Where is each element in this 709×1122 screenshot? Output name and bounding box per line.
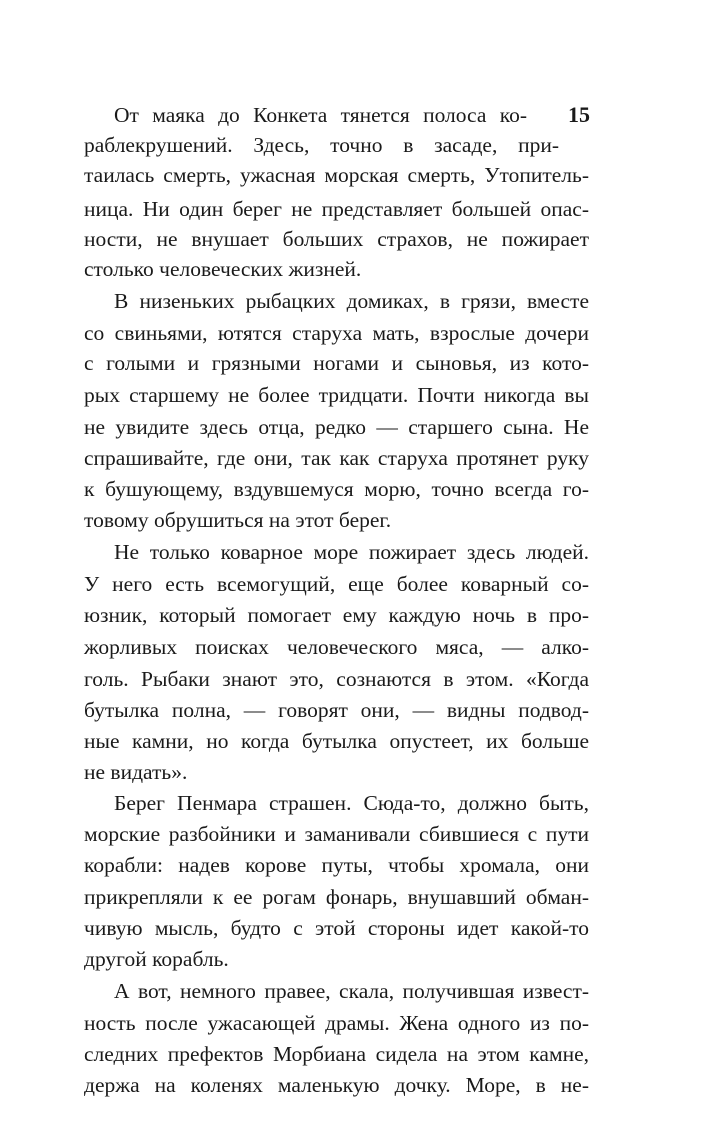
text-line: У него есть всемогущий, еще более коварный со- [84,572,589,596]
page-number: 15 [568,102,590,127]
text-line: не увидите здесь отца, редко — старшего сына. Не [84,415,589,439]
text-line: жорливых поисках человеческого мяса, — алко- [84,635,589,659]
text-line: голь. Рыбаки знают это, сознаются в этом. «Когда [84,667,589,691]
text-line: следних префектов Морбиана сидела на этом камне, [84,1042,589,1066]
text-line: со свиньями, ютятся старуха мать, взрослые дочери [84,321,589,345]
text-line: товому обрушиться на этот берег. [84,508,392,532]
text-line: таилась смерть, ужасная морская смерть, Утопитель- [84,163,589,187]
text-line: От маяка до Конкета тянется полоса ко- [114,103,527,127]
text-line: А вот, немного правее, скала, получившая извест- [114,979,589,1003]
text-line: спрашивайте, где они, так как старуха протянет руку [84,446,589,470]
text-line: Не только коварное море пожирает здесь людей. [114,540,589,564]
text-line: бутылка полна, — говорят они, — видны подвод- [84,698,589,722]
text-line: морские разбойники и заманивали сбившиеся с пути [84,822,589,846]
text-line: юзник, который помогает ему каждую ночь в про- [84,603,589,627]
text-line: ности, не внушает больших страхов, не пожирает [84,227,589,251]
text-line: В низеньких рыбацких домиках, в грязи, вместе [114,289,589,313]
text-line: столько человеческих жизней. [84,257,362,281]
text-line: раблекрушений. Здесь, точно в засаде, при- [84,133,559,157]
text-line: Берег Пенмара страшен. Сюда-то, должно быть, [114,791,589,815]
text-line: не видать». [84,760,188,784]
text-line: к бушующему, вздувшемуся морю, точно всегда го- [84,477,589,501]
text-line: ность после ужасающей драмы. Жена одного из по- [84,1011,589,1035]
text-line: корабли: надев корове путы, чтобы хромала, они [84,853,589,877]
text-line: держа на коленях маленькую дочку. Море, в не- [84,1073,589,1097]
text-line: прикрепляли к ее рогам фонарь, внушавший обман- [84,885,589,909]
text-line: ница. Ни один берег не представляет большей опас- [84,197,589,221]
text-line: чивую мысль, будто с этой стороны идет какой-то [84,916,589,940]
text-line: рых старшему не более тридцати. Почти никогда вы [84,383,589,407]
text-line: другой корабль. [84,947,229,971]
text-line: с голыми и грязными ногами и сыновья, из кото- [84,351,589,375]
text-line: ные камни, но когда бутылка опустеет, их больше [84,729,589,753]
